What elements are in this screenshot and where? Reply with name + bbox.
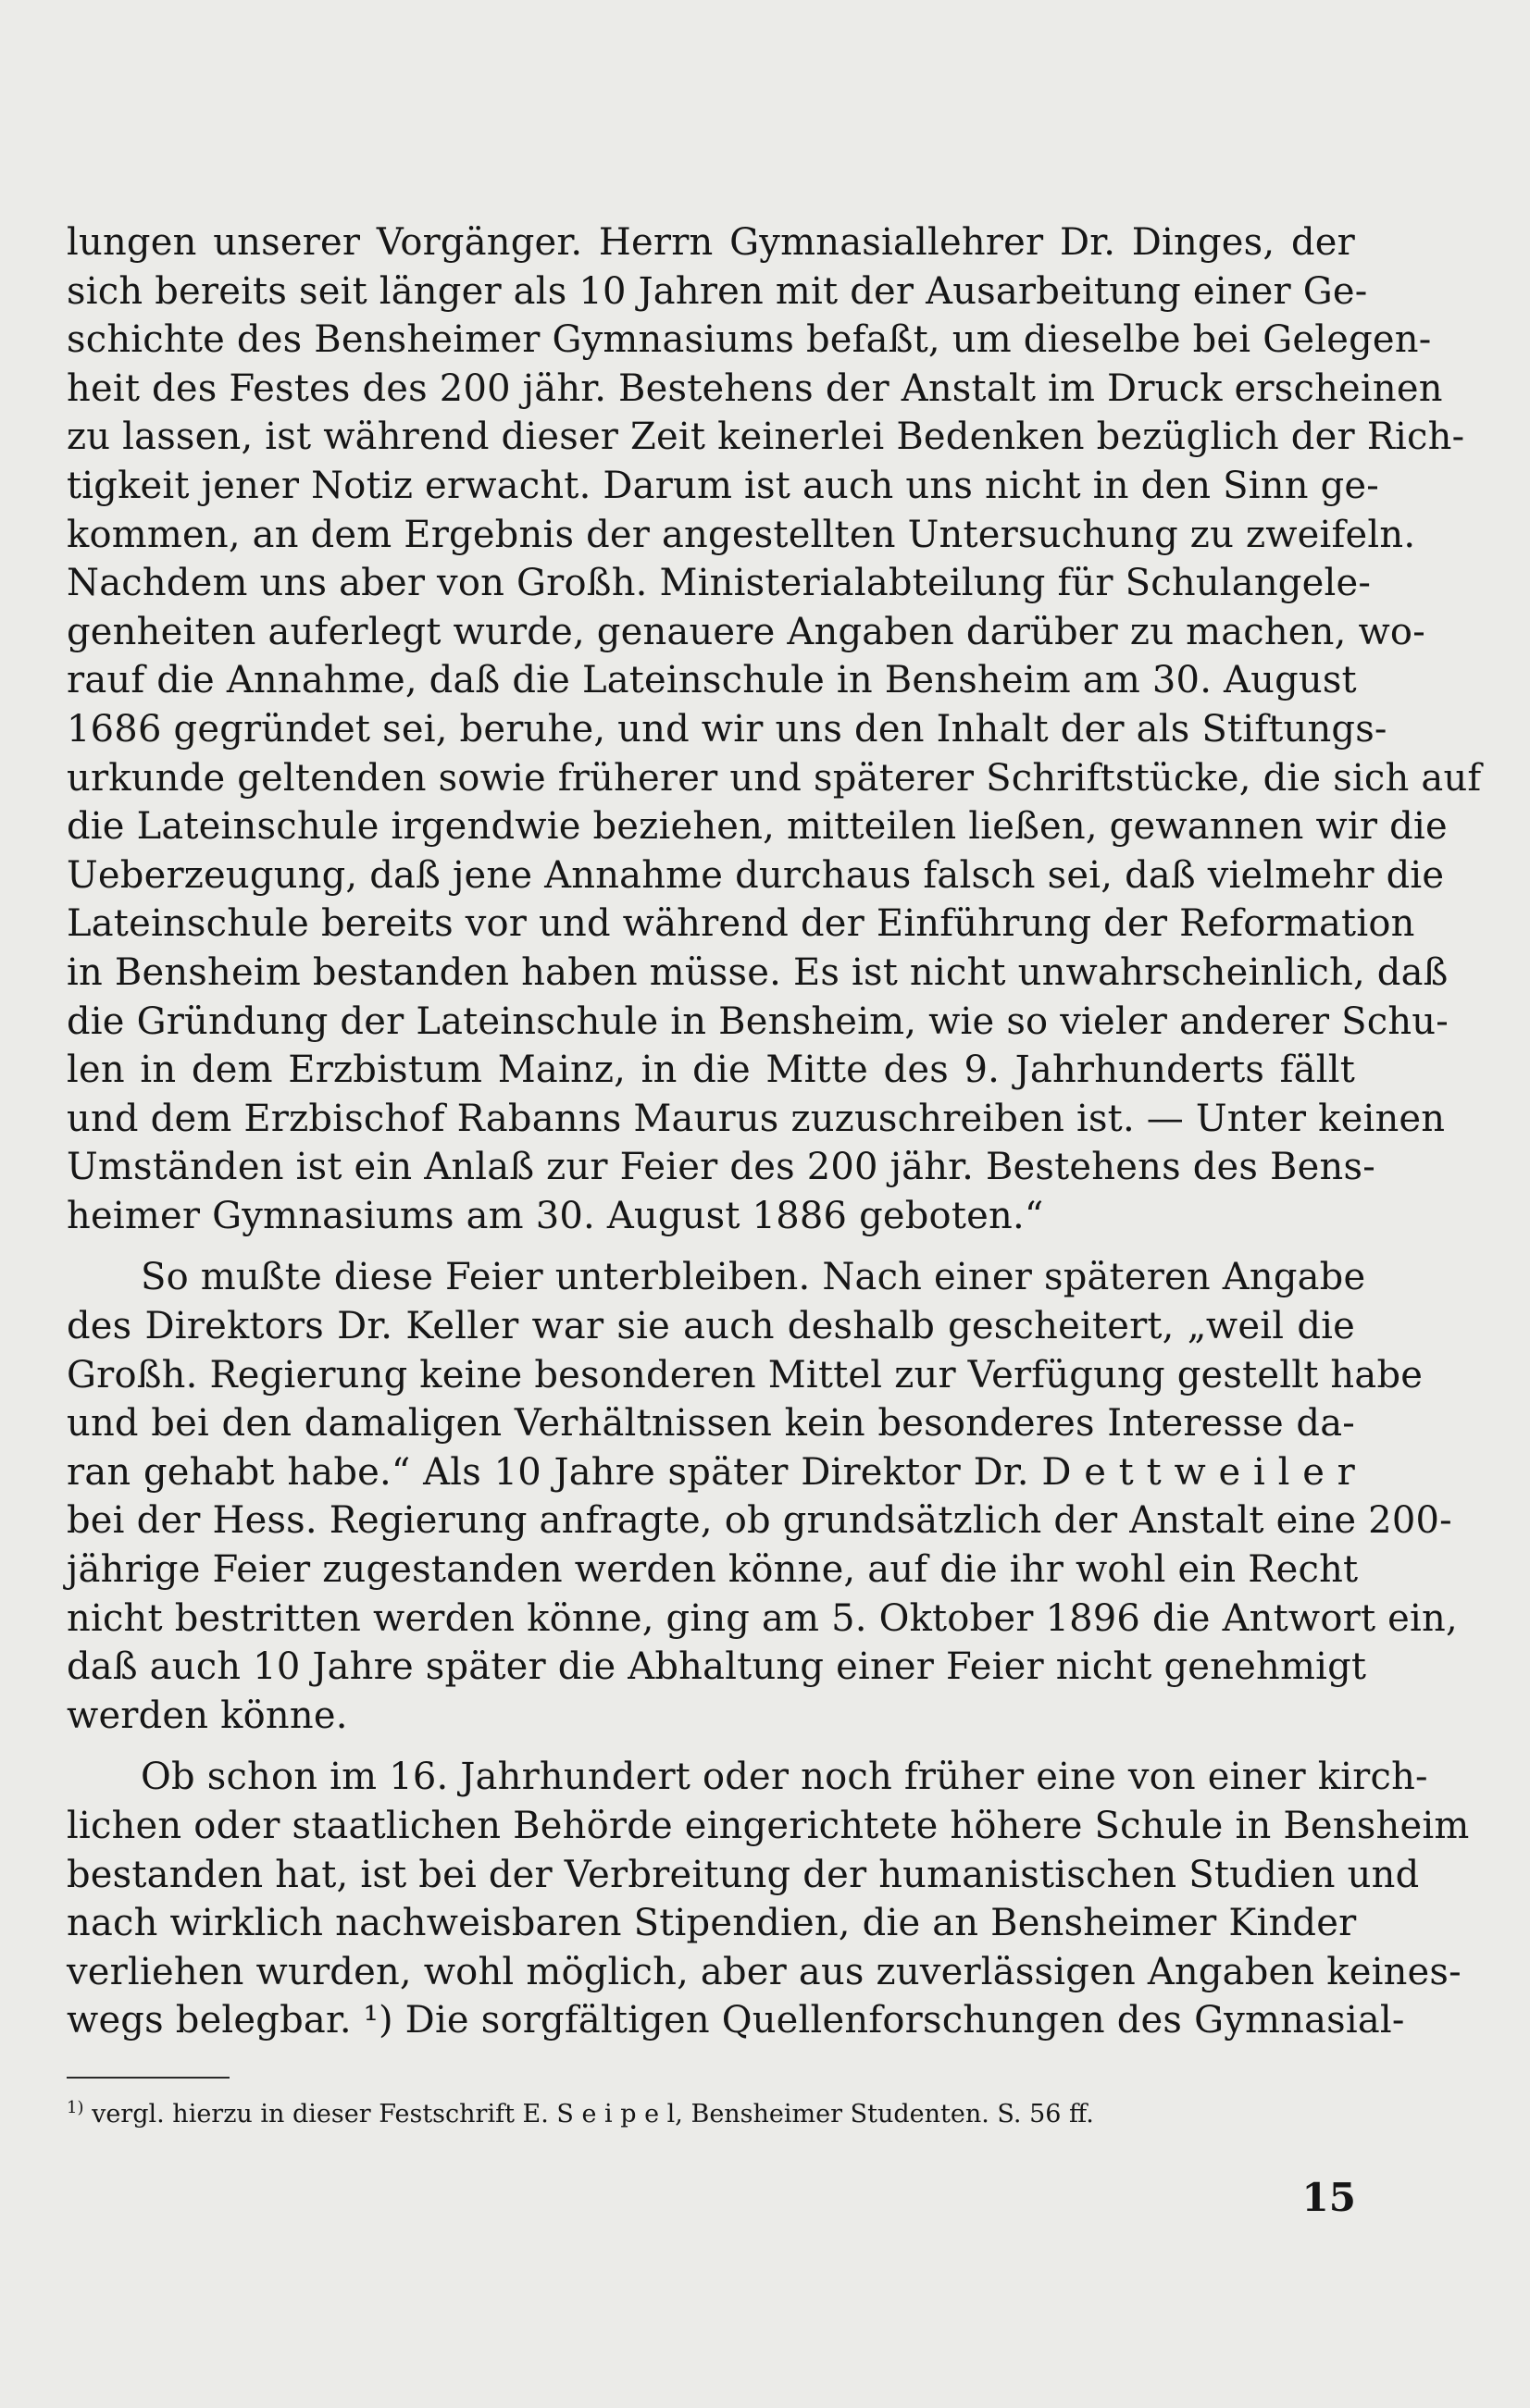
text-line: ran gehabt habe.“ Als 10 Jahre später Direktor Dr. D e t t w e i l e r [67, 1450, 1355, 1494]
text-line: len in dem Erzbistum Mainz, in die Mitte des 9. Jahrhunderts fällt [67, 1049, 1355, 1092]
text-line: heit des Festes des 200 jähr. Bestehens der Anstalt im Druck erscheinen [67, 366, 1443, 410]
text-line: kommen, an dem Ergebnis der angestellten Untersuchung zu zweifeln. [67, 513, 1416, 556]
footnote [67, 2091, 1094, 2131]
text-line: Großh. Regierung keine besonderen Mittel zur Verfügung gestellt habe [67, 1353, 1424, 1396]
text-line: Ob schon im 16. Jahrhundert oder noch früher eine von einer kirch- [141, 1756, 1428, 1799]
text-line: jährige Feier zugestanden werden könne, auf die ihr wohl ein Recht [67, 1548, 1359, 1592]
page-number: 15 [1301, 2175, 1356, 2220]
text-line: zu lassen, ist während dieser Zeit keinerlei Bedenken bezüglich der Rich- [67, 416, 1465, 459]
text-line: rauf die Annahme, daß die Lateinschule in Bensheim am 30. August [67, 659, 1357, 702]
text-line: bei der Hess. Regierung anfragte, ob grundsätzlich der Anstalt eine 200- [67, 1499, 1452, 1543]
paragraph-gap [67, 1740, 1355, 1753]
text-line: Umständen ist ein Anlaß zur Feier des 200 jähr. Bestehens des Bens- [67, 1146, 1375, 1189]
text-line: Lateinschule bereits vor und während der Einführung der Reformation [67, 902, 1415, 946]
text-line: und bei den damaligen Verhältnissen kein besonderes Interesse da- [67, 1402, 1355, 1446]
text-line: werden könne. [67, 1694, 348, 1737]
text-line: nach wirklich nachweisbaren Stipendien, die an Bensheimer Kinder [67, 1902, 1357, 1945]
footnote-divider [67, 2077, 230, 2079]
text-line: So mußte diese Feier unterbleiben. Nach einer späteren Angabe [141, 1256, 1366, 1299]
text-line: lichen oder staatlichen Behörde eingerichtete höhere Schule in Bensheim [67, 1805, 1470, 1847]
text-line: schichte des Bensheimer Gymnasiums befaßt, um dieselbe bei Gelegen- [67, 318, 1432, 362]
text-line: heimer Gymnasiums am 30. August 1886 geboten.“ [67, 1194, 1044, 1237]
text-line: die Lateinschule irgendwie beziehen, mitteilen ließen, gewannen wir die [67, 805, 1448, 849]
body-text [67, 218, 1482, 2045]
text-line: des Direktors Dr. Keller war sie auch deshalb gescheitert, „weil die [67, 1305, 1355, 1348]
text-line: verliehen wurden, wohl möglich, aber aus zuverlässigen Angaben keines- [67, 1950, 1462, 1993]
text-line: Nachdem uns aber von Großh. Ministerialabteilung für Schulangele- [67, 562, 1372, 605]
text-line: daß auch 10 Jahre später die Abhaltung einer Feier nicht genehmigt [67, 1645, 1367, 1689]
text-line: genheiten auferlegt wurde, genauere Angaben darüber zu machen, wo- [67, 610, 1425, 653]
text-line: bestanden hat, ist bei der Verbreitung der humanistischen Studien und [67, 1853, 1420, 1896]
text-line: die Gründung der Lateinschule in Bensheim, wie so vieler anderer Schu- [67, 999, 1449, 1043]
text-line: Ueberzeugung, daß jene Annahme durchaus falsch sei, daß vielmehr die [67, 853, 1445, 897]
footnote-marker: 1) [67, 2098, 84, 2117]
text-line: urkunde geltenden sowie früherer und späterer Schriftstücke, die sich auf [67, 756, 1482, 800]
paragraph-gap [67, 1240, 1355, 1253]
text-line: lungen unserer Vorgänger. Herrn Gymnasiallehrer Dr. Dinges, der [67, 221, 1355, 264]
text-line: nicht bestritten werden könne, ging am 5. Oktober 1896 die Antwort ein, [67, 1596, 1458, 1640]
text-line: sich bereits seit länger als 10 Jahren mit der Ausarbeitung einer Ge- [67, 269, 1368, 313]
text-line: wegs belegbar. ¹) Die sorgfältigen Quellenforschungen des Gymnasial- [67, 1999, 1405, 2042]
text-line: in Bensheim bestanden haben müsse. Es ist nicht unwahrscheinlich, daß [67, 950, 1449, 994]
text-line: und dem Erzbischof Rabanns Maurus zuzuschreiben ist. — Unter keinen [67, 1097, 1446, 1140]
text-line: 1686 gegründet sei, beruhe, und wir uns den Inhalt der als Stiftungs- [67, 707, 1387, 751]
footnote-text: vergl. hierzu in dieser Festschrift E. S e i p e l, Bensheimer Studenten. S. 56 ff. [92, 2100, 1094, 2129]
text-line: tigkeit jener Notiz erwacht. Darum ist auch uns nicht in den Sinn ge- [67, 464, 1379, 507]
